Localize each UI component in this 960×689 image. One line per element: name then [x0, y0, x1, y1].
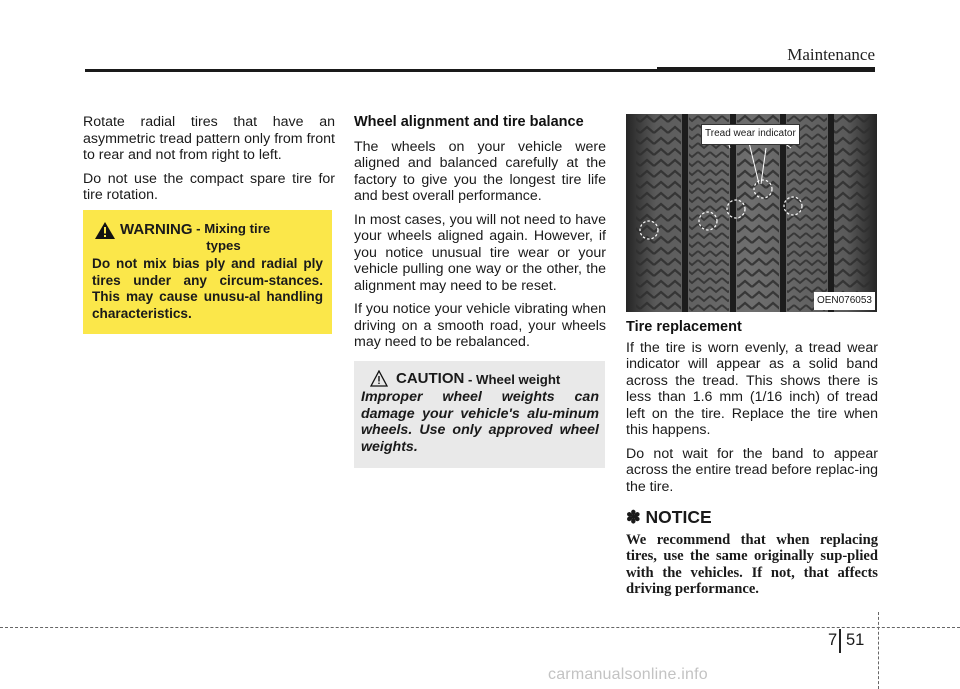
- page-separator: [839, 629, 841, 653]
- tire-replacement-heading: Tire replacement: [626, 319, 742, 335]
- tire-tread-figure: [626, 114, 877, 312]
- caution-box: [354, 361, 605, 468]
- tread-wear-callout: Tread wear indicator: [701, 124, 800, 145]
- watermark: carmanualsonline.info: [548, 666, 708, 683]
- replacement-paragraph-2: Do not wait for the band to appear across the entire tread before replac-ing the tire.: [626, 445, 878, 495]
- notice-heading: [626, 509, 878, 526]
- warning-box: [83, 210, 332, 334]
- page-number: 51: [846, 631, 865, 649]
- warning-body: Do not mix bias ply and radial ply tires under any circum-stances. This may cause unusu-al handling characteristics.: [92, 256, 323, 321]
- chapter-number: 7: [828, 631, 838, 649]
- wheel-alignment-heading: Wheel alignment and tire balance: [354, 114, 584, 130]
- alignment-paragraph-1: The wheels on your vehicle were aligned and balanced carefully at the factory to give you the longest tire life and best overall performance.: [354, 138, 606, 204]
- footer-vertical-rule: [878, 612, 879, 689]
- warning-subtitle: [193, 221, 271, 236]
- alignment-paragraph-3: If you notice your vehicle vibrating when driving on a smooth road, your wheels may need to be rebalanced.: [354, 301, 606, 350]
- caution-title: CAUTION: [396, 370, 465, 387]
- caution-triangle-icon: [370, 370, 388, 387]
- caution-header: [370, 370, 599, 387]
- caution-subtitle-text: - Wheel weight: [468, 372, 561, 387]
- warning-triangle-icon: [95, 222, 115, 239]
- column-3: [626, 114, 878, 598]
- spare-tire-paragraph: Do not use the compact spare tire for tire rotation.: [83, 170, 335, 203]
- header-rule-accent: [657, 67, 875, 72]
- rotation-paragraph: Rotate radial tires that have an asymmetric tread pattern only from front to rear and not from right to left.: [83, 114, 335, 163]
- alignment-paragraph-2: In most cases, you will not need to have your wheels aligned again. However, if you notice unusual tire wear or your vehicle pulling one way or the other, the alignment may need to be reset.: [354, 211, 606, 294]
- footer-rule: [0, 627, 960, 628]
- column-1: [83, 114, 335, 211]
- caution-subtitle: [464, 372, 560, 387]
- warning-subtitle-line2: types: [206, 238, 241, 253]
- notice-symbol: ✽: [626, 507, 641, 527]
- warning-subtitle-line1: - Mixing tire: [196, 221, 271, 236]
- column-2: [354, 114, 606, 358]
- warning-header: [92, 221, 323, 239]
- warning-title: WARNING: [120, 221, 193, 238]
- notice-title: NOTICE: [645, 507, 712, 527]
- figure-code: OEN076053: [814, 292, 875, 311]
- section-title: Maintenance: [787, 45, 875, 64]
- notice-body: We recommend that when replacing tires, use the same originally sup-plied with the vehicles. If not, that affects driving performance.: [626, 531, 878, 598]
- replacement-paragraph-1: If the tire is worn evenly, a tread wear indicator will appear as a solid band across the tread. This shows there is less than 1.6 mm (1/16 inch) of tread left on the tire. Replace the tire when this happens.: [626, 339, 878, 438]
- caution-body: Improper wheel weights can damage your vehicle's alu-minum wheels. Use only approved wheel weights.: [361, 389, 599, 455]
